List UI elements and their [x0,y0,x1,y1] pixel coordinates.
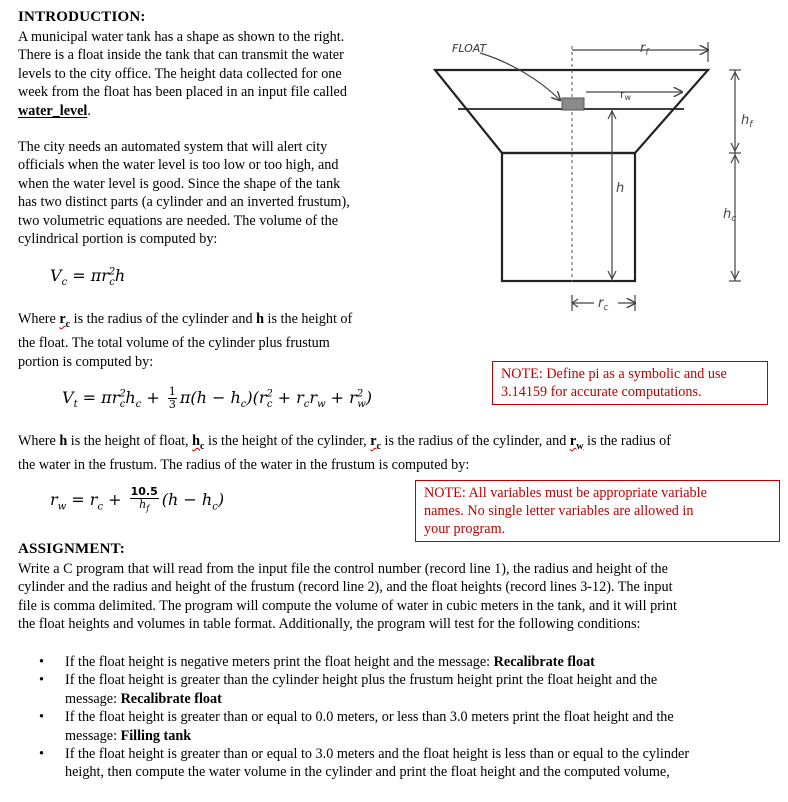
intro-line: Where $r_c$ is the radius of the cylinder and h is the height of [18,311,353,330]
intro-line: cylindrical portion is computed by: [18,231,218,248]
list-item: • If the float height is greater than or equal to 0.0 meters, or less than 3.0 meters print the float height and the message: Filling tank [39,709,674,744]
cylinder-outline [502,153,635,281]
note-variables [415,480,780,542]
hc-label: $h_c$ [723,207,737,224]
intro-line: levels to the city office. The height data collected for one [18,65,342,82]
equation-total-volume: $V_t = \pi r^2_ch_c$ + $\frac{1}{3}$ $\pi(h - h_c)(r^2_c + r_cr_w + r^2_w)$ [62,385,372,411]
assignment-heading: ASSIGNMENT: [18,541,125,557]
note-line: your program. [424,521,506,537]
assignment-line: file is comma delimited. The program will compute the volume of water in cubic meters in the tank, and it will print [18,597,677,614]
intro-line: has two distinct parts (a cylinder and an inverted frustum), [18,194,350,211]
assignment-line: cylinder and the radius and height of the frustum (record line 2), and the float heights (record lines 3-12). The input [18,579,673,596]
float-label: FLOAT [452,42,487,55]
note-line: NOTE: All variables must be appropriate variable [424,485,707,501]
intro-heading: INTRODUCTION: [18,9,146,25]
intro-line: Where h is the height of float, $h_c$ is the height of the cylinder, $r_c$ is the radius of the cylinder, and $r_w$ is the radius of [18,433,671,452]
intro-line: the float. The total volume of the cylinder plus frustum [18,335,330,352]
assignment-line: the float heights and volumes in table format. Additionally, the program will test for the following conditions: [18,616,641,633]
list-item: • If the float height is greater than the cylinder height plus the frustum height print the float height and the message: Recalibrate float [39,672,658,707]
intro-line: week from the float has been placed in an input file called [18,84,347,101]
condition-list [18,653,783,782]
intro-line: two volumetric equations are needed. The volume of the [18,212,339,229]
hf-label: $h_f$ [741,113,753,130]
list-item: • If the float height is negative meters print the float height and the message: Recalibrate float [39,654,595,670]
intro-line: There is a float inside the tank that can transmit the water [18,47,344,64]
intro-paragraph-4 [18,432,778,475]
equation-cylinder-volume: $V_c = \pi r^2_ch$ [50,266,126,289]
file-name: water_level [18,102,88,119]
note-line: names. No single letter variables are allowed in [424,503,694,519]
rc-label: $r_c$ [598,296,609,313]
tank-diagram [420,20,780,350]
note-pi [492,361,768,405]
float-leader [480,53,560,100]
assignment-line: Write a C program that will read from the input file the control number (record line 1), the radius and height of the [18,561,668,577]
note-line: 3.14159 for accurate computations. [501,384,702,400]
intro-paragraph-2 [18,138,408,248]
equation-water-radius: $r_w = r_c$ + $\frac{10.5}{h_f}$ $(h - h_c)$ [50,485,225,514]
intro-line: the water in the frustum. The radius of the water in the frustum is computed by: [18,457,470,474]
intro-paragraph-1 [18,28,398,120]
float-block [562,98,584,110]
intro-line: A municipal water tank has a shape as shown to the right. [18,29,345,45]
intro-paragraph-3 [18,310,418,371]
intro-line [18,102,398,120]
period: . [87,102,91,119]
rf-label: $r_f$ [640,41,649,58]
intro-line: officials when the water level is too low or too high, and [18,157,339,174]
intro-line: when the water level is good. Since the shape of the tank [18,175,341,192]
intro-line: The city needs an automated system that will alert city [18,139,328,155]
rw-label: rw [620,88,632,102]
note-line: NOTE: Define pi as a symbolic and use [501,366,727,382]
list-item: • If the float height is greater than or equal to 3.0 meters and the float height is less than or equal to the cylinder height, then compute the water volume in the cylinder and print the float height and the computed volume, [39,746,690,781]
assignment-paragraph [18,560,783,634]
intro-line: portion is computed by: [18,353,154,370]
h-label: h [616,181,625,196]
